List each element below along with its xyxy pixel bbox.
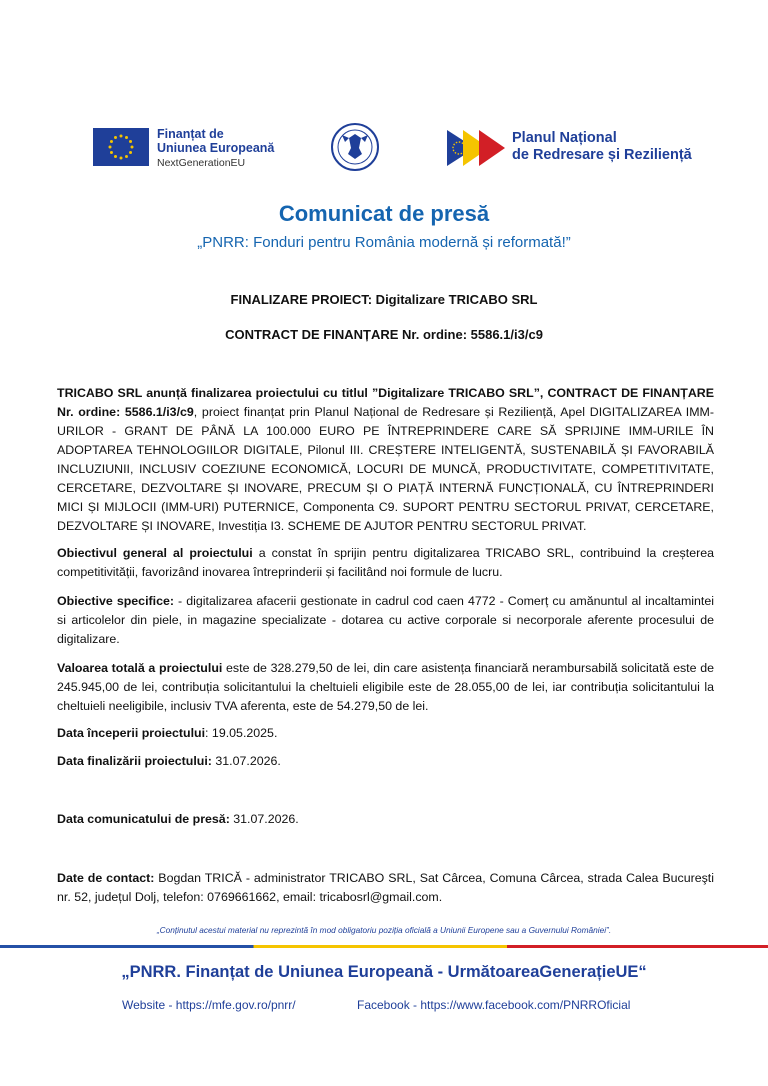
eu-funding-logo-text: [157, 127, 274, 170]
website-link[interactable]: Website - https://mfe.gov.ro/pnrr/: [122, 998, 296, 1012]
objective-text: a constat în sprijin pentru digitalizarea TRICABO SRL, contribuind la creșterea competitivității, favorizând inovarea întreprinderii și facilitând noi formule de lucru.: [57, 546, 714, 579]
intro-text: , proiect finanțat prin Planul Național de Redresare și Reziliență, Apel DIGITALIZAREA IMM-URILOR - GRANT DE PÂNĂ LA 100.000 EURO PE ÎNTREPRINDERE CARE SĂ SPRIJINE IMM-URILE ÎN ADOPTAREA TEHNOLOGIILOR DIGITALE, Pilonul III. CREȘTERE INTELIGENTĂ, SUSTENABILĂ ȘI FAVORABILĂ INCLUZIUNII, INCLUSIV COEZIUNE ECONOMICĂ, LOCURI DE MUNCĂ, PRODUCTIVITATE, COMPETITIVITATE, CERCETARE, DEZVOLTARE ȘI INOVARE, PRECUM ȘI O PIAȚĂ INTERNĂ FUNCȚIONALĂ, CU ÎNTREPRINDERI MICI ȘI MIJLOCII (IMM-URI) PUTERNICE, Componenta C9. SUPORT PENTRU SECTORUL PRIVAT, CERCETARE, DEZVOLTARE ȘI INOVARE, Investiția I3. SCHEME DE AJUTOR PENTRU SECTORUL PRIVAT.: [57, 405, 714, 533]
project-value-paragraph: [57, 659, 714, 716]
pnrr-logo-text: [512, 130, 692, 164]
press-date-line: [57, 810, 714, 829]
eu-star-icon: [120, 135, 123, 138]
end-date-label: Data finalizării proiectului:: [57, 754, 212, 768]
project-value-text: este de 328.279,50 de lei, din care asistența financiară nerambursabilă solicitată este de 245.945,00 de lei, contribuția solicitantului la cheltuieli eligibile este de 28.055,00 de lei, iar contribuția solicitantului la cheltuieli neeligibile, inclusiv TVA aferenta, este de 54.279,50 de lei.: [57, 661, 714, 713]
page-title: Comunicat de presă: [278, 201, 490, 226]
objective-label: Obiectivul general al proiectului: [57, 546, 253, 560]
start-date-label: Data începerii proiectului: [57, 726, 206, 740]
project-value-label: Valoarea totală a proiectului: [57, 661, 223, 675]
start-date-line: [57, 724, 714, 743]
contract-heading: CONTRACT DE FINANȚARE Nr. ordine: 5586.1/i3/c9: [225, 327, 543, 342]
eu-flag-icon: [93, 128, 149, 166]
footer-tagline: „PNRR. Finanțat de Uniunea Europeană - UrmătoareaGenerațieUE“: [121, 963, 647, 981]
end-date-line: [57, 752, 714, 771]
specific-objectives-text: - digitalizarea afacerii gestionate in cadrul cod caen 4772 - Comerț cu amănuntul al incaltamintei si articolelor din piele, in magazine specializate - dotarea cu active corporale si necorporale aferente procesului de digitalizare.: [57, 594, 714, 646]
intro-paragraph: [57, 384, 714, 536]
eu-logo-line2: Uniunea Europeană: [157, 141, 275, 155]
eu-logo-line1: Finanțat de: [157, 127, 224, 141]
eu-star-icon: [114, 155, 117, 158]
eu-star-icon: [114, 136, 117, 139]
project-finalization-heading: FINALIZARE PROIECT: Digitalizare TRICABO SRL: [230, 292, 538, 307]
end-date-value: 31.07.2026.: [211, 754, 281, 768]
eu-star-icon: [131, 146, 134, 149]
eu-star-icon: [110, 151, 113, 154]
government-seal-icon: [330, 122, 380, 172]
eu-star-icon: [120, 157, 123, 160]
pnrr-logo-line1: Planul Național: [512, 130, 617, 146]
pnrr-logo-icon: [447, 130, 507, 166]
objective-paragraph: [57, 544, 714, 582]
contact-paragraph: [57, 869, 714, 907]
contact-text: Bogdan TRICĂ - administrator TRICABO SRL, Sat Cârcea, Comuna Cârcea, strada Calea Bucureşti nr. 52, județul Dolj, telefon: 0769661662, email: tricabosrl@gmail.com.: [57, 871, 714, 904]
eu-star-icon: [109, 146, 112, 149]
eu-star-icon: [129, 140, 132, 143]
eu-logo-line3: NextGenerationEU: [157, 157, 246, 169]
eu-star-icon: [125, 155, 128, 158]
press-date-value: 31.07.2026.: [229, 812, 299, 826]
specific-objectives-paragraph: [57, 592, 714, 649]
specific-objectives-label: Obiective specifice:: [57, 594, 174, 608]
intro-bold-text: TRICABO SRL anunță finalizarea proiectului cu titlul ”Digitalizare TRICABO SRL”, CONTRACT DE FINANȚARE Nr. ordine: 5586.1/i3/c9: [57, 386, 714, 419]
facebook-link[interactable]: Facebook - https://www.facebook.com/PNRROficial: [357, 998, 631, 1012]
contact-label: Date de contact:: [57, 871, 155, 885]
page-subtitle: „PNRR: Fonduri pentru România modernă și reformată!”: [197, 234, 571, 251]
tricolor-divider: [0, 945, 768, 948]
disclaimer-text: „Conținutul acestui material nu reprezintă în mod obligatoriu poziția oficială a Uniunii Europene sau a Guvernului României”.: [156, 925, 612, 935]
pnrr-logo-line2: de Redresare și Reziliență: [512, 147, 692, 163]
eu-star-icon: [129, 151, 132, 154]
press-date-label: Data comunicatului de presă:: [57, 812, 230, 826]
start-date-value: : 19.05.2025.: [205, 726, 278, 740]
eu-star-icon: [125, 136, 128, 139]
eu-star-icon: [110, 140, 113, 143]
